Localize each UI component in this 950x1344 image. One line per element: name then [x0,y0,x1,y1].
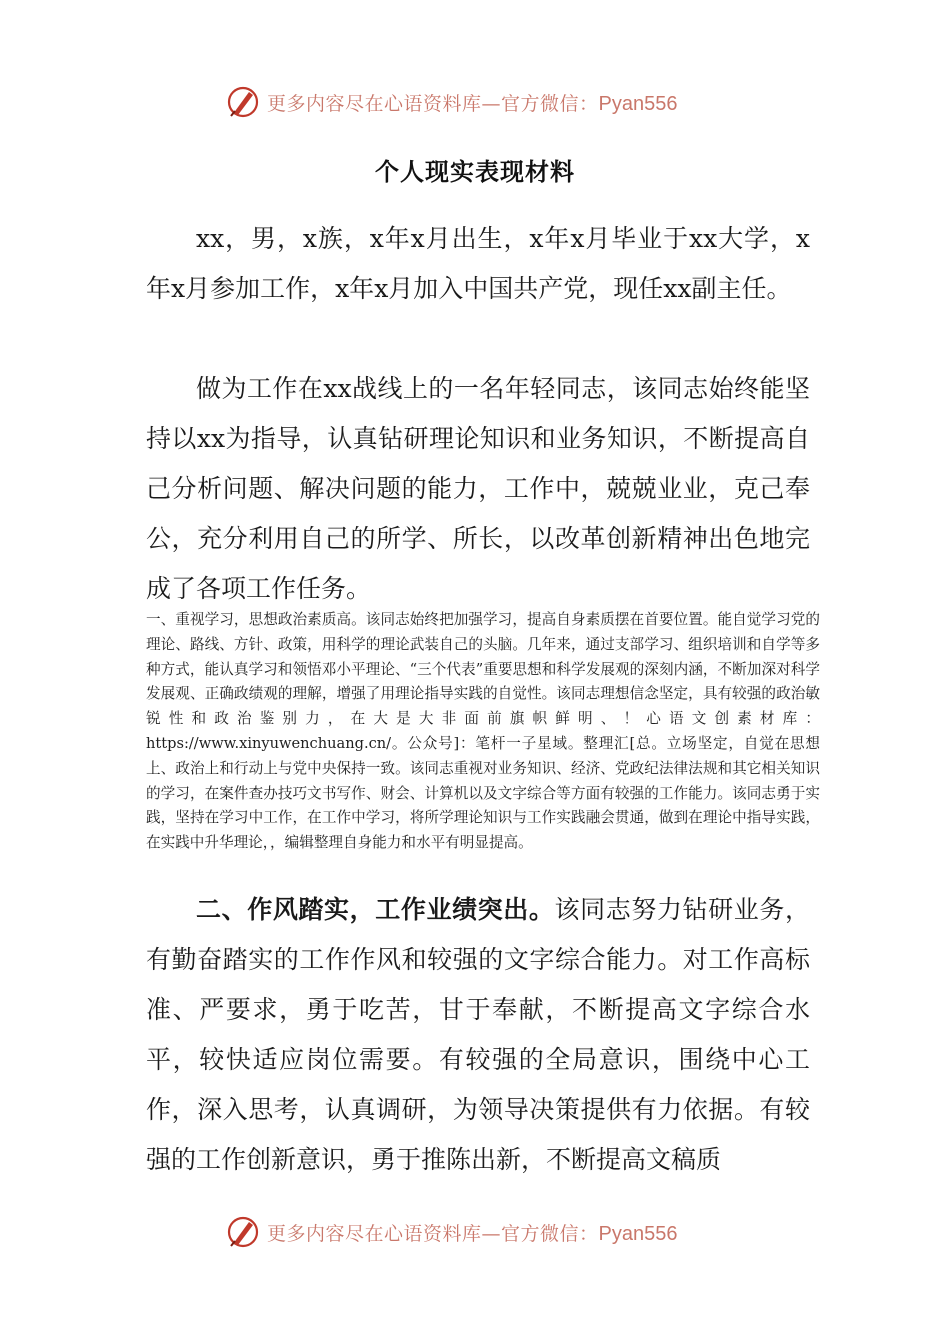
section-two-body: 该同志努力钻研业务，有勤奋踏实的工作作风和较强的文字综合能力。对工作高标准、严要求，勇于吃苦，甘于奉献，不断提高文字综合水平，较快适应岗位需要。有较强的全局意识，围绕中心工作，深入思考，认真调研，为领导决策提供有力依据。有较强的工作创新意识，勇于推陈出新，不断提高文稿质 [146,895,810,1174]
watermark-handle: Pyan556 [598,92,678,115]
quill-pen-logo-icon [225,1214,261,1250]
document-title: 个人现实表现材料 [375,158,575,186]
intro-paragraph: xx，男，x族，x年x月出生，x年x月毕业于xx大学，x年x月参加工作，x年x月加入中国共产党，现任xx副主任。 [146,224,810,303]
section-two-paragraph [146,885,810,1185]
watermark-banner-top [225,82,745,122]
section-one-paragraph: 一、重视学习，思想政治素质高。该同志始终把加强学习，提高自身素质摆在首要位置。能自觉学习党的理论、路线、方针、政策，用科学的理论武装自己的头脑。几年来，通过支部学习、组织培训和自学等多种方式，能认真学习和领悟邓小平理论、“三个代表”重要思想和科学发展观的深刻内涵，不断加深对科学发展观、正确政绩观的理解，增强了用理论指导实践的自觉性。该同志理想信念坚定，具有较强的政治敏锐性和政治鉴别力，在大是大非面前旗帜鲜明、！心语文创素材库：https://www.xinyuwenchuang.cn/。公众号]：笔杆一子星域。整理汇[总。立场坚定，自觉在思想上、政治上和行动上与党中央保持一致。该同志重视对业务知识、经济、党政纪法律法规和其它相关知识的学习，在案件查办技巧文书写作、财会、计算机以及文字综合等方面有较强的工作能力。该同志勇于实践，坚持在学习中工作，在工作中学习，将所学理论知识与工作实践融会贯通，做到在理论中指导实践，在实践中升华理论，，编辑整理自身能力和水平有明显提高。 [146,611,820,852]
watermark-banner-bottom [225,1212,745,1252]
summary-paragraph: 做为工作在xx战线上的一名年轻同志，该同志始终能坚持以xx为指导，认真钻研理论知识和业务知识，不断提高自己分析问题、解决问题的能力，工作中，兢兢业业，克己奉公，充分利用自己的所学、所长，以改革创新精神出色地完成了各项工作任务。 [146,374,810,603]
watermark-handle: Pyan556 [598,1222,678,1245]
watermark-text: 更多内容尽在心语资料库—官方微信：Pyan556 [267,92,678,115]
quill-pen-logo-icon [225,84,261,120]
watermark-text: 更多内容尽在心语资料库—官方微信：Pyan556 [267,1222,678,1245]
section-two-heading: 二、作风踏实，工作业绩突出。 [196,895,555,924]
